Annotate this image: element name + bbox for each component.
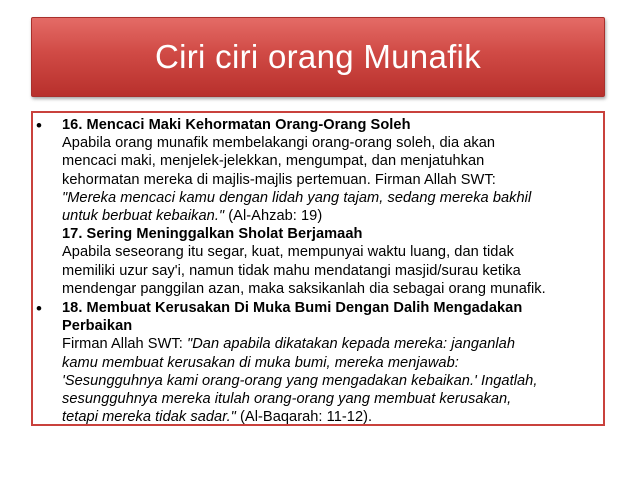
text-line xyxy=(62,171,602,189)
slide-title: Ciri ciri orang Munafik xyxy=(155,38,481,75)
text-line xyxy=(62,189,602,207)
text-segment: 16. Mencaci Maki Kehormatan Orang-Orang Soleh xyxy=(62,117,411,133)
text-segment: tetapi mereka tidak sadar." xyxy=(62,409,236,426)
text-segment: Apabila seseorang itu segar, kuat, mempunyai waktu luang, dan tidak xyxy=(62,244,514,261)
text-line xyxy=(62,408,602,426)
text-line xyxy=(62,280,602,298)
text-line xyxy=(62,243,602,261)
text-line xyxy=(62,262,602,280)
text-line xyxy=(62,317,602,335)
text-segment: 18. Membuat Kerusakan Di Muka Bumi Dengan Dalih Mengadakan xyxy=(62,300,523,316)
bullet-marker-2: • xyxy=(36,299,42,318)
text-segment: sesungguhnya mereka itulah orang-orang yang membuat kerusakan, xyxy=(62,391,512,408)
text-segment: memiliki uzur say'i, namun tidak mahu mendatangi masjid/surau ketika xyxy=(62,262,521,279)
slide-title-bar xyxy=(31,17,605,97)
text-segment: "Dan apabila dikatakan kepada mereka: janganlah xyxy=(186,336,515,353)
bullet-marker-1: • xyxy=(36,116,42,135)
text-line xyxy=(62,207,602,225)
text-segment: (Al-Baqarah: 11-12). xyxy=(235,409,373,426)
text-line xyxy=(62,225,602,243)
text-line xyxy=(62,354,602,372)
text-segment: mencaci maki, menjelek-jelekkan, mengumpat, dan menjatuhkan xyxy=(62,153,485,170)
text-line xyxy=(62,335,602,353)
text-segment: Firman Allah SWT: xyxy=(62,336,187,353)
text-line xyxy=(62,372,602,390)
text-line xyxy=(62,152,602,170)
text-line xyxy=(62,299,602,317)
text-line xyxy=(62,134,602,152)
text-segment: kamu membuat kerusakan di muka bumi, mereka menjawab: xyxy=(62,354,459,371)
text-segment: 'Sesungguhnya kami orang-orang yang mengadakan kebaikan.' Ingatlah, xyxy=(62,372,538,389)
bullet-text-2 xyxy=(62,299,602,426)
text-segment: untuk berbuat kebaikan." xyxy=(62,208,225,225)
bullet-text-1 xyxy=(62,116,602,298)
text-segment: "Mereka mencaci kamu dengan lidah yang tajam, sedang mereka bakhil xyxy=(62,189,532,206)
text-segment: kehormatan mereka di majlis-majlis pertemuan. Firman Allah SWT: xyxy=(62,171,496,188)
text-line xyxy=(62,390,602,408)
text-segment: mendengar panggilan azan, maka saksikanlah dia sebagai orang munafik. xyxy=(62,280,546,297)
text-segment: Perbaikan xyxy=(62,318,133,335)
text-segment: Apabila orang munafik membelakangi orang-orang soleh, dia akan xyxy=(62,135,496,152)
text-line xyxy=(62,116,602,134)
text-segment: (Al-Ahzab: 19) xyxy=(224,208,323,225)
text-segment: 17. Sering Meninggalkan Sholat Berjamaah xyxy=(62,226,363,243)
